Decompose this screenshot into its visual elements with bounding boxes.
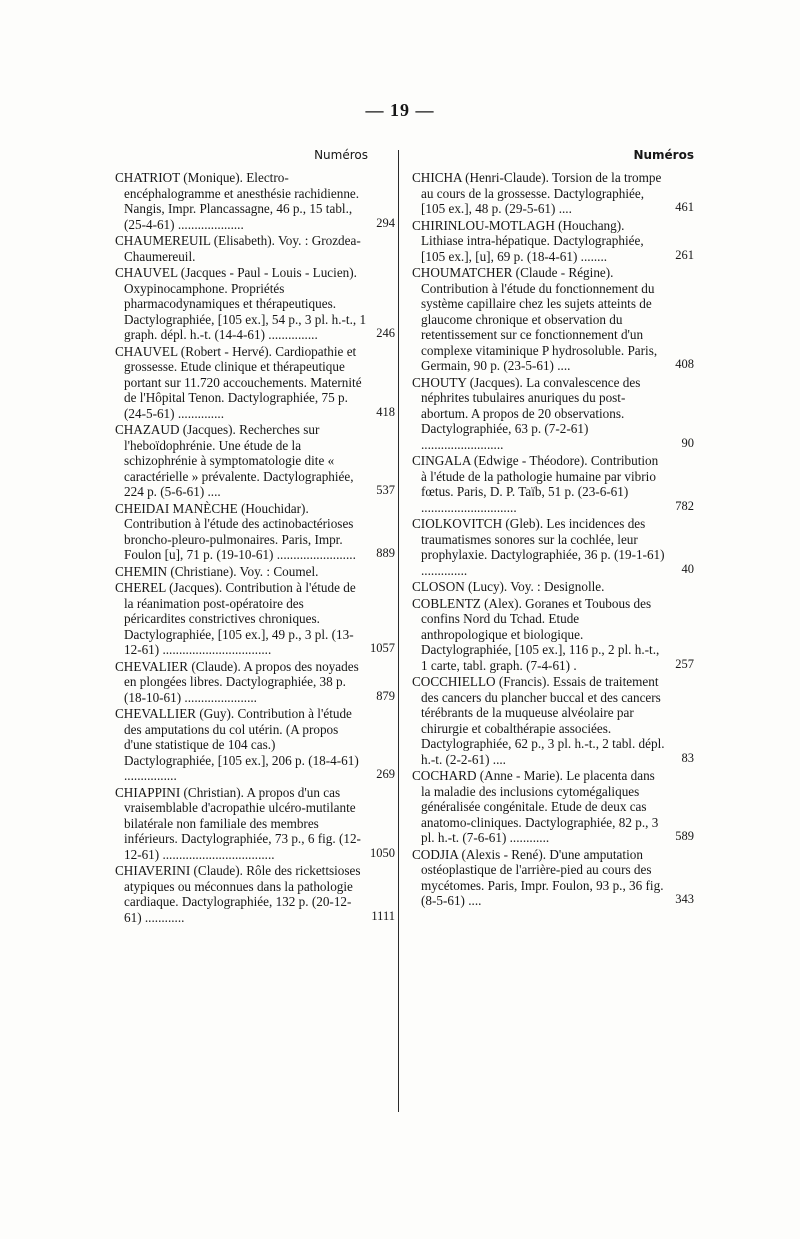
- entry-number: 40: [681, 561, 694, 576]
- index-entry: [412, 579, 694, 595]
- left-entry-list: [115, 170, 395, 925]
- index-entry: [412, 170, 694, 217]
- entry-text: COCCHIELLO (Francis). Essais de traitement des cancers du plancher buccal et des cancers térébrants de la muqueuse alvéolaire par chirurgie et cobalthérapie associées. Dactylographiée, 62 p., 3 pl. h.-t., 2 tabl. dépl. h.-t. (2-2-61) ....: [412, 674, 665, 767]
- index-entry: [412, 265, 694, 374]
- entry-number: 269: [376, 767, 395, 781]
- entry-number: 1050: [370, 845, 395, 860]
- column-divider: [398, 150, 399, 1112]
- entry-text: CODJIA (Alexis - René). D'une amputation ostéoplastique de l'arrière-pied au cours des mycétomes. Paris, Impr. Foulon, 93 p., 36 fig. (8-5-61) ....: [412, 846, 664, 908]
- entry-number: [368, 578, 395, 579]
- entry-number: 343: [675, 892, 694, 906]
- entry-number: 879: [376, 688, 395, 703]
- index-entry: [115, 564, 395, 580]
- index-entry: [115, 233, 395, 264]
- entry-number: 461: [675, 200, 694, 214]
- right-column: [412, 148, 694, 910]
- index-entry: [412, 453, 694, 515]
- index-entry: [412, 674, 694, 767]
- index-entry: [412, 218, 694, 265]
- left-column: [115, 148, 395, 926]
- entry-number: 1111: [371, 908, 395, 923]
- entry-number: 589: [675, 829, 694, 843]
- right-column-header: Numéros: [633, 148, 694, 162]
- entry-number: 1057: [370, 641, 395, 655]
- entry-number: 261: [675, 247, 694, 262]
- entry-number: 257: [675, 656, 694, 671]
- entry-text: CHAUVEL (Jacques - Paul - Louis - Lucien). Oxypinocamphone. Propriétés pharmacodynamiques et thérapeutiques. Dactylographiée, [105 ex.], 54 p., 3 pl. h.-t., 1 graph. dépl. h.-t. (14-4-61) ...............: [115, 265, 367, 342]
- entry-text: CHOUTY (Jacques). La convalescence des néphrites tubulaires anuriques du post-abortum. A propos de 20 observations. Dactylographiée, 63 p. (7-2-61) .........................: [412, 374, 641, 452]
- page-number: — 19 —: [365, 100, 435, 120]
- entry-number: 782: [675, 498, 694, 513]
- entry-text: CHICHA (Henri-Claude). Torsion de la trompe au cours de la grossesse. Dactylographiée, [105 ex.], 48 p. (29-5-61) ....: [412, 170, 662, 216]
- entry-text: CHAUVEL (Robert - Hervé). Cardiopathie et grossesse. Etude clinique et thérapeutique portant sur 11.720 accouchements. Maternité de l'Hôpital Tenon. Dactylographiée, 75 p. (24-5-61) ..............: [115, 343, 362, 421]
- entry-text: CHEVALLIER (Guy). Contribution à l'étude des amputations du col utérin. (A propos d'une statistique de 104 cas.) Dactylographiée, [105 ex.], 206 p. (18-4-61) ................: [115, 706, 359, 783]
- entry-text: CHIAPPINI (Christian). A propos d'un cas vraisemblable d'acropathie ulcéro-mutilante bilatérale non familiale des membres inférieurs. Dactylographiée, 73 p., 6 fig. (12-12-61) ..................................: [115, 784, 361, 862]
- index-entry: [115, 422, 395, 500]
- entry-text: CHIRINLOU-MOTLAGH (Houchang). Lithiase intra-hépatique. Dactylographiée, [105 ex.], [u], 69 p. (18-4-61) ........: [412, 217, 644, 264]
- entry-number: 889: [376, 546, 395, 560]
- entry-text: CINGALA (Edwige - Théodore). Contribution à l'étude de la pathologie humaine par vibrio fœtus. Paris, D. P. Taïb, 51 p. (23-6-61) .............................: [412, 453, 659, 515]
- index-entry: [115, 863, 395, 925]
- entry-number: 408: [675, 357, 694, 371]
- right-entry-list: [412, 170, 694, 909]
- entry-text: CHATRIOT (Monique). Electro-encéphalogramme et anesthésie rachidienne. Nangis, Impr. Plancassagne, 46 p., 15 tabl., (25-4-61) ....................: [115, 170, 360, 232]
- entry-number: 246: [376, 326, 395, 340]
- index-entry: [115, 706, 395, 784]
- entry-text: CHEREL (Jacques). Contribution à l'étude de la réanimation post-opératoire des péricardites constrictives chroniques. Dactylographiée, [105 ex.], 49 p., 3 pl. (13-12-61) .................................: [115, 580, 356, 657]
- index-entry: [412, 847, 694, 909]
- index-entry: [115, 501, 395, 563]
- entry-text: CHIAVERINI (Claude). Rôle des rickettsioses atypiques ou méconnues dans la pathologie cardiaque. Dactylographiée, 132 p. (20-12-61) ............: [115, 863, 361, 925]
- entry-text: CLOSON (Lucy). Voy. : Designolle.: [412, 579, 605, 594]
- entry-text: CHAZAUD (Jacques). Recherches sur l'heboïdophrénie. Une étude de la schizophrénie à symptomatologie dite « caractérielle » prévalente. Dactylographiée, 224 p. (5-6-61) ....: [115, 422, 354, 499]
- index-entry: [412, 516, 694, 578]
- left-column-header: Numéros: [314, 148, 368, 162]
- index-entry: [412, 596, 694, 674]
- entry-number: 537: [376, 483, 395, 497]
- index-entry: [412, 375, 694, 453]
- entry-text: CIOLKOVITCH (Gleb). Les incidences des traumatismes sonores sur la cochlée, leur prophylaxie. Dactylographiée, 36 p. (19-1-61) ..............: [412, 516, 665, 578]
- index-entry: [115, 170, 395, 232]
- entry-number: [665, 594, 694, 595]
- entry-number: 83: [681, 750, 694, 765]
- index-entry: [115, 265, 395, 343]
- index-entry: [115, 659, 395, 706]
- index-entry: [115, 580, 395, 658]
- entry-number: 90: [681, 435, 694, 450]
- entry-text: CHAUMEREUIL (Elisabeth). Voy. : Grozdea-Chaumereuil.: [115, 233, 361, 264]
- index-entry: [115, 344, 395, 422]
- entry-number: 418: [376, 404, 395, 419]
- entry-text: CHEVALIER (Claude). A propos des noyades en plongées libres. Dactylographiée, 38 p. (18-10-61) ......................: [115, 658, 359, 705]
- entry-number: 294: [376, 215, 395, 230]
- entry-text: CHOUMATCHER (Claude - Régine). Contribution à l'étude du fonctionnement du système capillaire chez les sujets atteints de glaucome chronique et observation du retentissement sur ce fonctionnement d'un complexe vitaminique P hydrosoluble. Paris, Germain, 90 p. (23-5-61) ....: [412, 265, 658, 373]
- index-entry: [115, 785, 395, 863]
- entry-text: CHEMIN (Christiane). Voy. : Coumel.: [115, 563, 319, 579]
- index-entry: [412, 768, 694, 846]
- entry-text: CHEIDAI MANÈCHE (Houchidar). Contribution à l'étude des actinobactérioses broncho-pleuro-pulmonaires. Paris, Impr. Foulon [u], 71 p. (19-10-61) ........................: [115, 500, 356, 562]
- entry-text: COCHARD (Anne - Marie). Le placenta dans la maladie des inclusions cytomégaliques généralisée congénitale. Etude de deux cas anatomo-cliniques. Dactylographiée, 82 p., 3 pl. h.-t. (7-6-61) ............: [412, 768, 659, 845]
- entry-number: [368, 263, 395, 264]
- entry-text: COBLENTZ (Alex). Goranes et Toubous des confins Nord du Tchad. Etude anthropologique et biologique. Dactylographiée, [105 ex.], 116 p., 2 pl. h.-t., 1 carte, tabl. graph. (7-4-61) .: [412, 595, 660, 673]
